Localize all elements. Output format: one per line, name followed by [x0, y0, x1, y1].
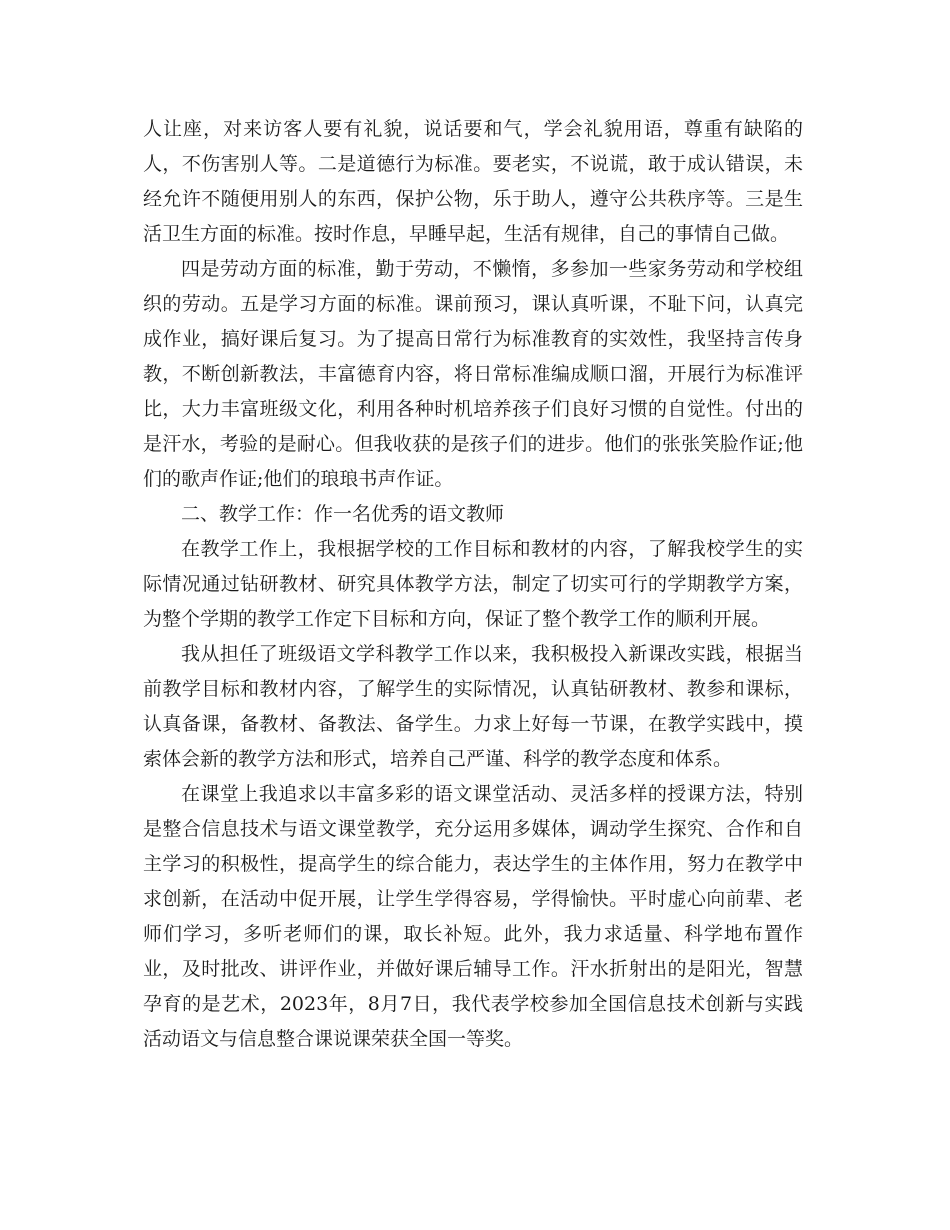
paragraph-classroom-activities: 在课堂上我追求以丰富多彩的语文课堂活动、灵活多样的授课方法，特别是整合信息技术与语文课堂教学，充分运用多媒体，调动学生探究、合作和自主学习的积极性，提高学生的综合能力，表达学生的主体作用，努力在教学中求创新，在活动中促开展，让学生学得容易，学得愉快。平时虚心向前辈、老师们学习，多听老师们的课，取长补短。此外，我力求适量、科学地布置作业，及时批改、讲评作业，并做好课后辅导工作。汗水折射出的是阳光，智慧孕育的是艺术，2023年，8月7日，我代表学校参加全国信息技术创新与实践活动语文与信息整合课说课荣获全国一等奖。	[143, 783, 803, 1050]
section-heading-teaching-work: 二、教学工作：作一名优秀的语文教师	[181, 503, 505, 525]
paragraph-curriculum-reform: 我从担任了班级语文学科教学工作以来，我积极投入新课改实践，根据当前教学目标和教材内容，了解学生的实际情况，认真钻研教材、教参和课标，认真备课，备教材、备教法、备学生。力求上好每一节课，在教学实践中，摸索体会新的教学方法和形式，培养自己严谨、科学的教学态度和体系。	[143, 643, 803, 770]
paragraph-teaching-plan: 在教学工作上，我根据学校的工作目标和教材的内容，了解我校学生的实际情况通过钻研教材、研究具体教学方法，制定了切实可行的学期教学方案，为整个学期的教学工作定下目标和方向，保证了整个教学工作的顺利开展。	[143, 538, 803, 630]
paragraph-labor-study-standards: 四是劳动方面的标准，勤于劳动，不懒惰，多参加一些家务劳动和学校组织的劳动。五是学习方面的标准。课前预习，课认真听课，不耻下问，认真完成作业，搞好课后复习。为了提高日常行为标准教育的实效性，我坚持言传身教，不断创新教法，丰富德育内容，将日常标准编成顺口溜，开展行为标准评比，大力丰富班级文化，利用各种时机培养孩子们良好习惯的自觉性。付出的是汗水，考验的是耐心。但我收获的是孩子们的进步。他们的张张笑脸作证;他们的歌声作证;他们的琅琅书声作证。	[143, 258, 803, 490]
document-body	[143, 112, 803, 1057]
paragraph-continuation: 人让座，对来访客人要有礼貌，说话要和气，学会礼貌用语，尊重有缺陷的人，不伤害别人等。二是道德行为标准。要老实，不说谎，敢于成认错误，未经允许不随便用别人的东西，保护公物，乐于助人，遵守公共秩序等。三是生活卫生方面的标准。按时作息，早睡早起，生活有规律，自己的事情自己做。	[143, 118, 803, 245]
